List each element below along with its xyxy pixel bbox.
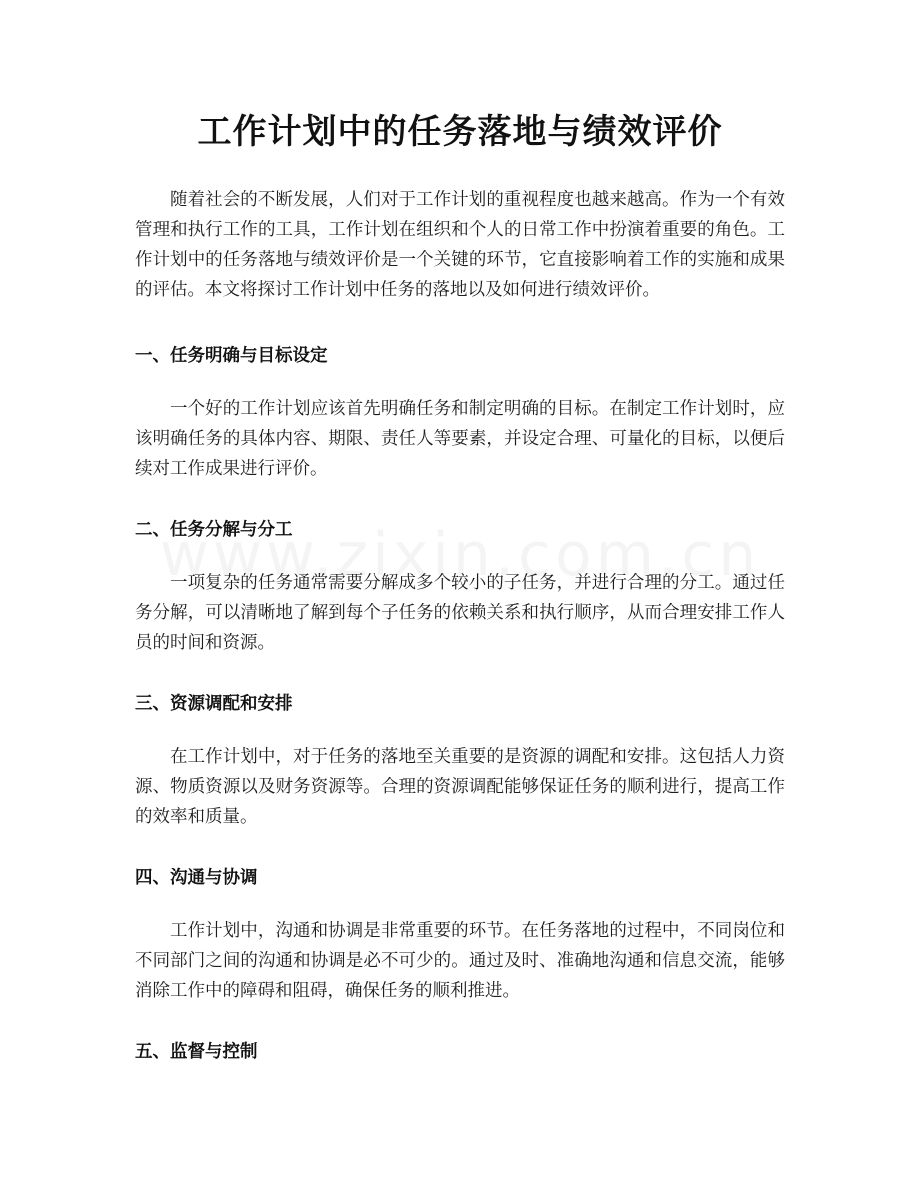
document-title: 工作计划中的任务落地与绩效评价: [197, 112, 723, 152]
section-2-body: 一项复杂的任务通常需要分解成多个较小的子任务，并进行合理的分工。通过任务分解，可以清晰地了解到每个子任务的依赖关系和执行顺序，从而合理安排工作人员的时间和资源。: [135, 573, 785, 653]
section-3-heading: 三、资源调配和安排: [135, 694, 293, 714]
section-2-heading: 二、任务分解与分工: [135, 520, 293, 540]
section-4-heading: 四、沟通与协调: [135, 868, 258, 888]
section-5-heading: 五、监督与控制: [135, 1042, 258, 1062]
section-3-body: 在工作计划中，对于任务的落地至关重要的是资源的调配和安排。这包括人力资源、物质资源以及财务资源等。合理的资源调配能够保证任务的顺利进行，提高工作的效率和质量。: [135, 747, 785, 827]
section-4-body: 工作计划中，沟通和协调是非常重要的环节。在任务落地的过程中，不同岗位和不同部门之间的沟通和协调是必不可少的。通过及时、准确地沟通和信息交流，能够消除工作中的障碍和阻碍，确保任务的顺利推进。: [135, 921, 785, 1001]
section-1-body: 一个好的工作计划应该首先明确任务和制定明确的目标。在制定工作计划时，应该明确任务的具体内容、期限、责任人等要素，并设定合理、可量化的目标，以便后续对工作成果进行评价。: [135, 399, 785, 479]
intro-paragraph: 随着社会的不断发展，人们对于工作计划的重视程度也越来越高。作为一个有效管理和执行工作的工具，工作计划在组织和个人的日常工作中扮演着重要的角色。工作计划中的任务落地与绩效评价是一个关键的环节，它直接影响着工作的实施和成果的评估。本文将探讨工作计划中任务的落地以及如何进行绩效评价。: [135, 190, 785, 300]
section-1-heading: 一、任务明确与目标设定: [135, 346, 328, 366]
